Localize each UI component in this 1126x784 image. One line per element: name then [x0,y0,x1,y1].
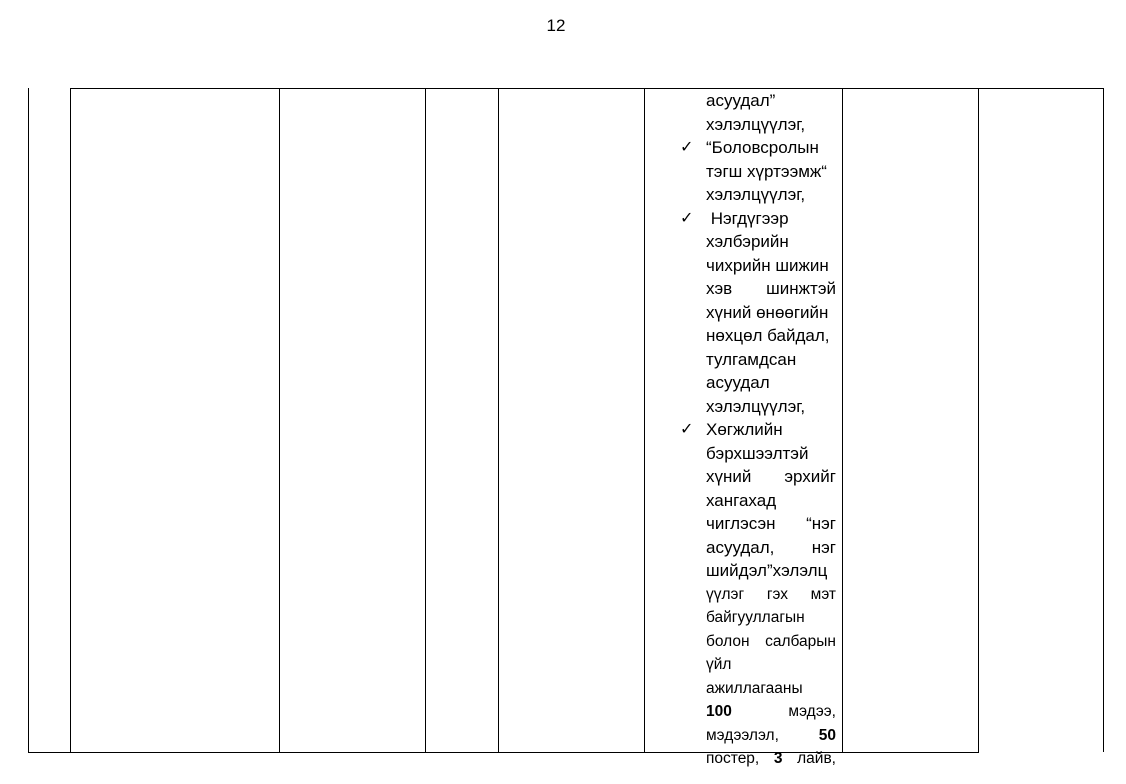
text-line: хүний өнөөгийн [706,302,829,322]
text-line: хангахад [706,490,777,510]
list-item [680,136,836,207]
table-border-right [1103,88,1104,752]
column-divider [425,88,426,752]
checkmark-icon: ✓ [680,421,694,438]
text-word: мэт [810,585,836,603]
text-line: байгууллагын [706,609,805,626]
text-line [706,512,836,536]
text-line [706,747,836,771]
text-word: гэх [766,585,788,603]
text-line [706,465,836,489]
text-line [706,536,836,560]
text-line: үйл [706,656,732,673]
text-line: “Боловсролын [706,138,819,157]
text-word: асуудал, [706,537,775,557]
column-divider [70,88,71,752]
text-word: эрхийг [784,467,836,486]
text-line: бэрхшээлтэй [706,443,809,463]
text-line [706,160,836,184]
text-word: салбарын [765,632,836,650]
text-line: хэлэлцүүлэг, [706,114,806,134]
column-divider [498,88,499,752]
text-word: хүний [706,467,752,486]
text-line [706,277,836,301]
text-line: ажиллагааны [706,679,803,697]
text-line: тулгамдсан [706,349,797,369]
text-line: асуудал” [706,91,776,110]
activity-cell-text [680,89,836,771]
text-line [706,583,836,607]
checkmark-icon: ✓ [680,139,694,156]
text-line: хэлбэрийн [706,232,789,251]
text-word: “нэг [806,514,836,533]
column-divider [842,88,843,752]
list-item [680,418,836,771]
text-word: лайв, [797,750,836,767]
text-line: чихрийн шижин [706,255,829,275]
text-line: Хөгжлийн [706,420,783,439]
text-number: 100 [706,703,732,720]
text-line [706,630,836,654]
table-border-bottom [28,752,979,753]
text-number: 3 [773,750,783,767]
column-divider [978,88,979,752]
text-line [706,700,836,724]
text-line: Нэгдүгээр [706,208,789,228]
text-line [706,724,836,748]
column-divider [644,88,645,752]
text-word: шинжтэй [766,279,836,298]
table-border-left [28,88,29,752]
text-line: шийдэл”хэлэлц [706,561,828,580]
text-word: болон [706,632,750,650]
table-border-top [70,88,1104,89]
text-line: хэлэлцүүлэг, [706,396,806,416]
column-divider [279,88,280,752]
text-word: постер, [706,750,760,767]
text-word: нэг [811,537,836,557]
text-word: үүлэг [706,585,745,603]
text-line: хэлэлцүүлэг, [706,185,806,204]
text-word: хэв [706,279,733,298]
page-number: 12 [546,16,566,35]
list-item [680,207,836,419]
text-word: мэдээлэл, [706,726,779,744]
text-word: чиглэсэн [706,514,776,533]
text-number: 50 [818,726,836,744]
list-continuation [680,89,836,136]
text-word: мэдээ, [788,703,836,720]
checkmark-icon: ✓ [680,209,694,227]
text-line: нөхцөл байдал, [706,326,830,345]
text-line: тэгш хүртээмж“ [706,161,827,181]
text-line: асуудал [706,373,770,392]
